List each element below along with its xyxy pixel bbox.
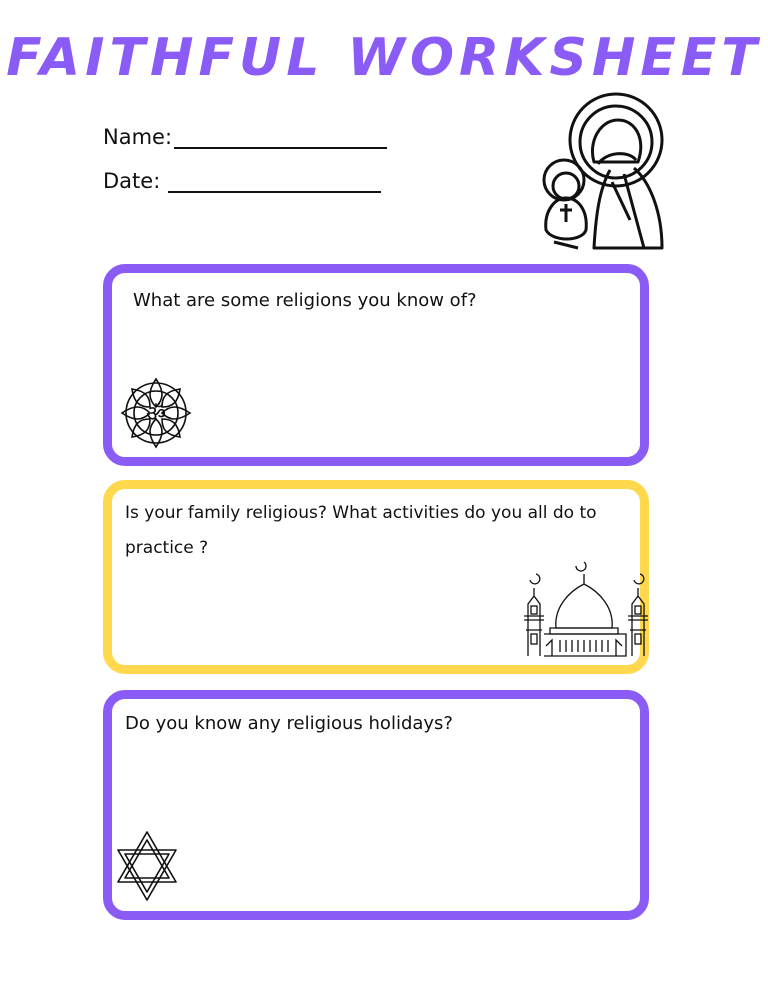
name-line[interactable] — [174, 129, 387, 149]
star-of-david-icon — [116, 830, 178, 902]
date-line[interactable] — [168, 173, 381, 193]
question-religions: What are some religions you know of? — [133, 290, 477, 311]
date-label: Date: — [103, 169, 161, 193]
page-title: FAITHFUL WORKSHEET — [6, 28, 762, 88]
svg-text:ॐ: ॐ — [145, 402, 167, 427]
name-field — [103, 125, 387, 149]
question-family-line1: Is your family religious? What activities do you all do to — [125, 503, 597, 523]
madonna-child-icon — [538, 92, 668, 252]
mosque-icon — [516, 560, 656, 656]
name-label: Name: — [103, 125, 173, 149]
question-holidays: Do you know any religious holidays? — [125, 713, 453, 734]
question-family-line2: practice ? — [125, 538, 209, 558]
om-lotus-icon — [120, 377, 192, 449]
date-field — [103, 169, 381, 193]
